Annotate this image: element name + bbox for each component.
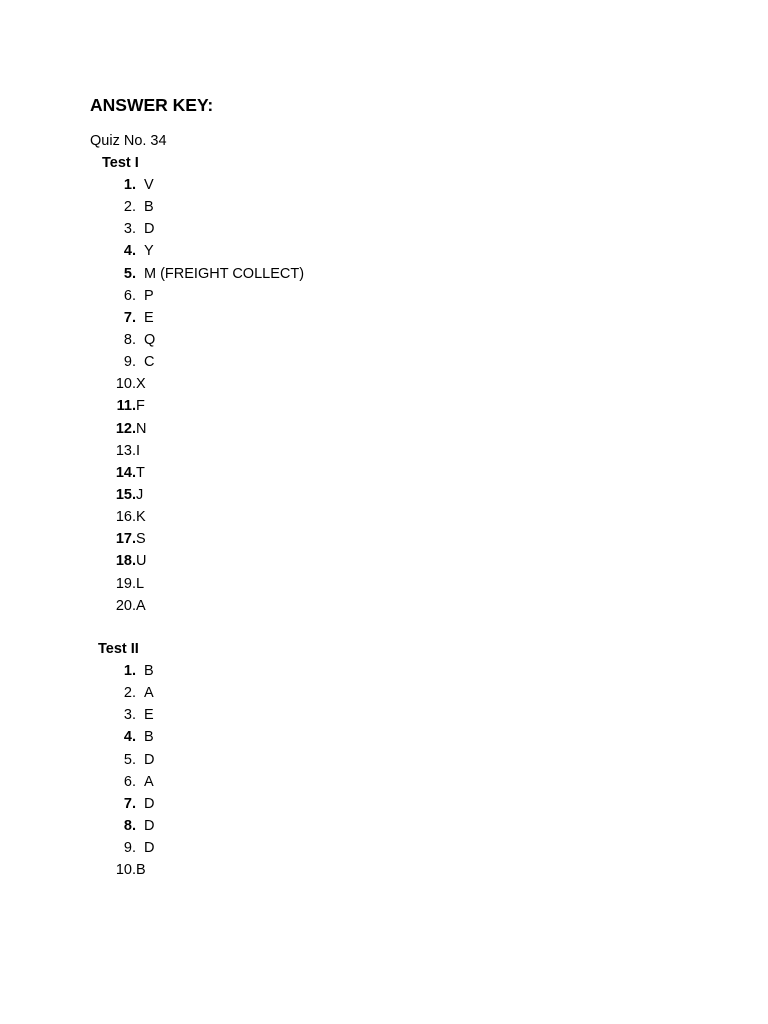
answer-item bbox=[108, 264, 304, 286]
answer-number: 8. bbox=[123, 331, 136, 348]
answer-value: E bbox=[144, 707, 154, 724]
answer-item bbox=[108, 374, 304, 396]
answer-value: A bbox=[144, 685, 154, 702]
answer-item bbox=[108, 661, 154, 683]
answer-item bbox=[108, 485, 304, 507]
answer-item bbox=[108, 330, 304, 352]
answer-value: N bbox=[136, 420, 147, 437]
answer-number: 20. bbox=[115, 597, 136, 614]
answer-number: 3. bbox=[123, 707, 136, 724]
answer-value: Q bbox=[144, 331, 156, 348]
answer-value: S bbox=[136, 531, 146, 548]
answer-number: 4. bbox=[123, 243, 136, 260]
answer-number: 12. bbox=[115, 420, 136, 437]
answer-number: 6. bbox=[123, 287, 136, 304]
answer-number: 1. bbox=[123, 177, 136, 193]
test-two-answer-list bbox=[108, 661, 154, 882]
answer-value: D bbox=[144, 221, 155, 238]
answer-number: 8. bbox=[123, 817, 136, 834]
answer-number: 19. bbox=[115, 575, 136, 592]
answer-value: D bbox=[144, 840, 155, 857]
answer-value: V bbox=[144, 177, 154, 193]
answer-number: 18. bbox=[115, 553, 136, 570]
answer-item bbox=[108, 772, 154, 794]
answer-number: 5. bbox=[123, 751, 136, 768]
answer-item bbox=[108, 816, 154, 838]
answer-value: L bbox=[136, 575, 145, 592]
answer-number: 4. bbox=[123, 729, 136, 746]
answer-value: X bbox=[136, 376, 146, 393]
answer-number: 15. bbox=[115, 486, 136, 503]
answer-item bbox=[108, 441, 304, 463]
answer-item bbox=[108, 727, 154, 749]
answer-number: 14. bbox=[115, 464, 136, 481]
answer-value: I bbox=[136, 442, 141, 459]
answer-item bbox=[108, 286, 304, 308]
answer-number: 2. bbox=[123, 199, 136, 216]
test-two-title: Test II bbox=[98, 641, 139, 657]
answer-number: 10. bbox=[115, 862, 136, 879]
answer-item bbox=[108, 860, 154, 882]
answer-number: 3. bbox=[123, 221, 136, 238]
answer-value: D bbox=[144, 751, 155, 768]
answer-item bbox=[108, 683, 154, 705]
test-one-answer-list bbox=[108, 175, 304, 618]
answer-item bbox=[108, 574, 304, 596]
answer-value: A bbox=[144, 773, 154, 790]
answer-value: T bbox=[136, 464, 145, 481]
answer-value: J bbox=[136, 486, 144, 503]
answer-item bbox=[108, 529, 304, 551]
answer-value: A bbox=[136, 597, 146, 614]
answer-item bbox=[108, 396, 304, 418]
answer-value: B bbox=[144, 729, 154, 746]
answer-number: 6. bbox=[123, 773, 136, 790]
answer-item bbox=[108, 838, 154, 860]
answer-value: D bbox=[144, 817, 155, 834]
answer-value: U bbox=[136, 553, 147, 570]
answer-item bbox=[108, 794, 154, 816]
answer-value: B bbox=[144, 663, 154, 679]
answer-number: 5. bbox=[123, 265, 136, 282]
answer-item bbox=[108, 219, 304, 241]
answer-item bbox=[108, 750, 154, 772]
answer-number: 9. bbox=[123, 354, 136, 371]
test-one-title: Test I bbox=[102, 155, 139, 171]
answer-value: D bbox=[144, 795, 155, 812]
answer-item bbox=[108, 596, 304, 618]
answer-number: 17. bbox=[115, 531, 136, 548]
answer-number: 11. bbox=[116, 398, 136, 415]
answer-value: K bbox=[136, 509, 146, 526]
answer-value: C bbox=[144, 354, 155, 371]
answer-value: F bbox=[136, 398, 145, 415]
answer-value: Y bbox=[144, 243, 154, 260]
answer-number: 1. bbox=[123, 663, 136, 679]
answer-number: 9. bbox=[123, 840, 136, 857]
answer-item bbox=[108, 241, 304, 263]
answer-item bbox=[108, 551, 304, 573]
answer-number: 10. bbox=[115, 376, 136, 393]
answer-item bbox=[108, 705, 154, 727]
answer-value: M (FREIGHT COLLECT) bbox=[144, 265, 305, 282]
answer-item bbox=[108, 419, 304, 441]
answer-key-title: ANSWER KEY: bbox=[90, 95, 214, 115]
answer-item bbox=[108, 352, 304, 374]
answer-number: 7. bbox=[123, 309, 136, 326]
answer-item bbox=[108, 463, 304, 485]
answer-item bbox=[108, 197, 304, 219]
answer-value: P bbox=[144, 287, 154, 304]
answer-number: 16. bbox=[115, 509, 136, 526]
answer-number: 7. bbox=[123, 795, 136, 812]
answer-number: 2. bbox=[123, 685, 136, 702]
answer-value: E bbox=[144, 309, 154, 326]
answer-number: 13. bbox=[115, 442, 136, 459]
quiz-label: Quiz No. 34 bbox=[90, 133, 167, 149]
answer-value: B bbox=[136, 862, 146, 879]
answer-item bbox=[108, 308, 304, 330]
answer-item bbox=[108, 175, 304, 197]
answer-value: B bbox=[144, 199, 154, 216]
answer-item bbox=[108, 507, 304, 529]
